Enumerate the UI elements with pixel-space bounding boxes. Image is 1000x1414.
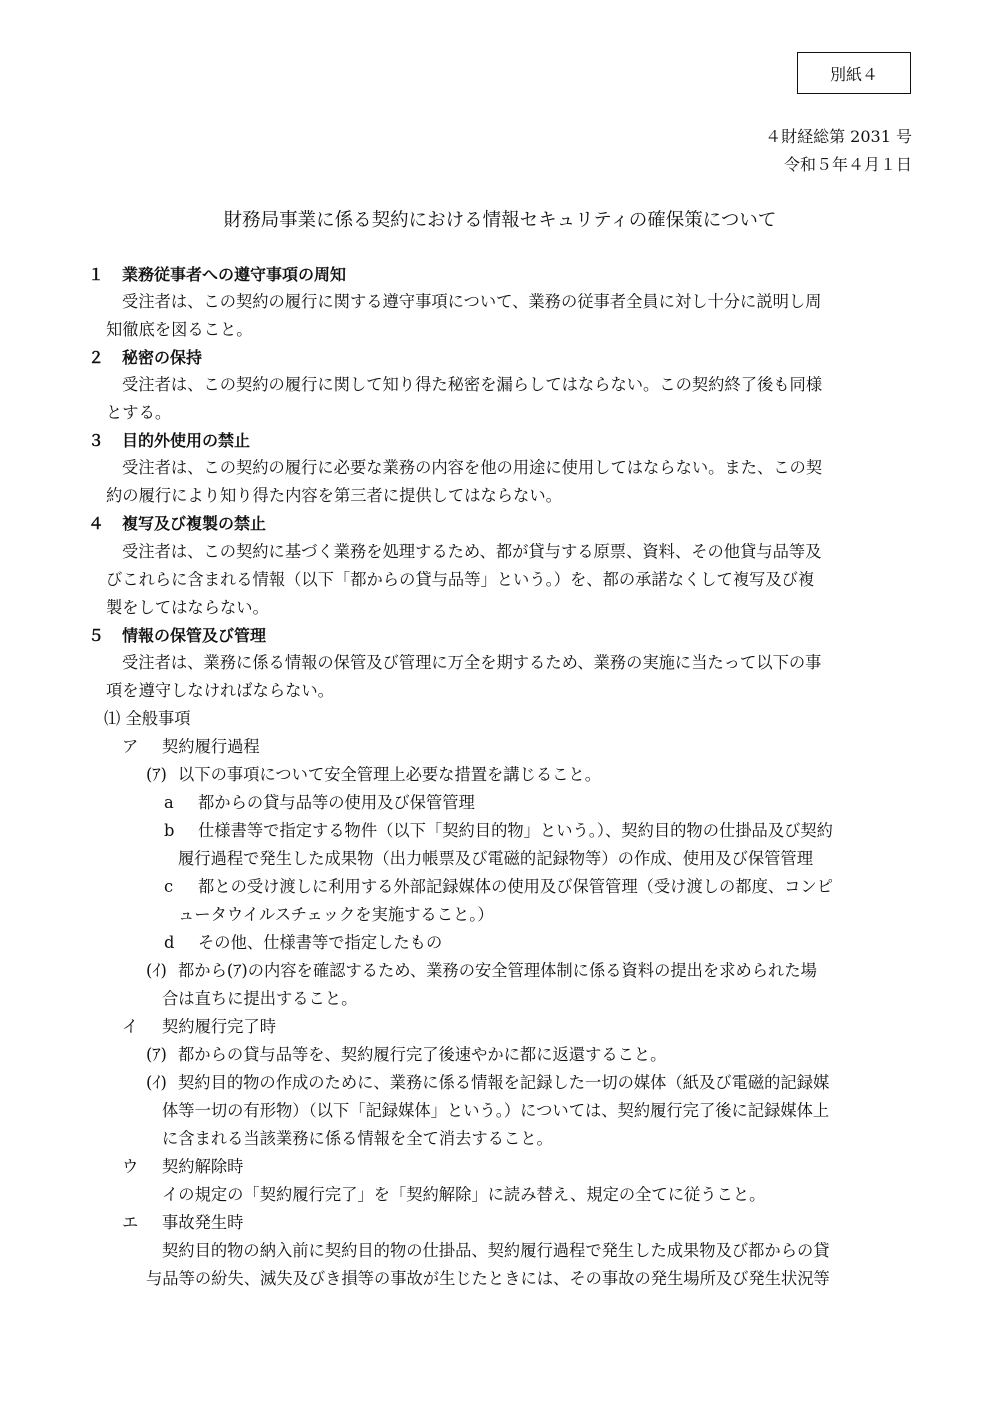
sub-item: (ｲ) 契約目的物の作成のために、業務に係る情報を記録した一切の媒体（紙及び電磁的記録媒 (146, 1073, 830, 1092)
section-heading: ３ 目的外使用の禁止 (88, 431, 251, 450)
paragraph-line: とする。 (106, 403, 172, 422)
paragraph-line: 契約目的物の納入前に契約目的物の仕掛品、契約履行過程で発生した成果物及び都からの貸 (162, 1241, 830, 1260)
subsection-heading: ⑴ 全般事項 (104, 709, 191, 728)
annex-label: 別紙４ (829, 64, 878, 84)
paragraph-line: 合は直ちに提出すること。 (162, 989, 358, 1008)
paragraph-line: ュータウイルスチェックを実施すること。） (178, 905, 494, 924)
list-item: b 仕様書等で指定する物件（以下「契約目的物」という。）、契約目的物の仕掛品及び契約 (164, 821, 833, 840)
paragraph-line: 履行過程で発生した成果物（出力帳票及び電磁的記録物等）の作成、使用及び保管管理 (178, 849, 813, 868)
item-heading: エ 事故発生時 (122, 1213, 244, 1232)
sub-item: (ｲ) 都から(ｱ)の内容を確認するため、業務の安全管理体制に係る資料の提出を求められた場 (146, 961, 817, 980)
annex-label-box (797, 52, 911, 94)
paragraph-line: 受注者は、業務に係る情報の保管及び管理に万全を期するため、業務の実施に当たって以下の事 (122, 653, 822, 672)
list-item: a 都からの貸与品等の使用及び保管管理 (164, 793, 475, 812)
paragraph-line: 受注者は、この契約に基づく業務を処理するため、都が貸与する原票、資料、その他貸与品等及 (122, 542, 822, 561)
sub-item: (ｱ) 都からの貸与品等を、契約履行完了後速やかに都に返還すること。 (146, 1045, 667, 1064)
paragraph-line: 受注者は、この契約の履行に必要な業務の内容を他の用途に使用してはならない。また、この契 (122, 458, 823, 477)
section-heading: ２ 秘密の保持 (88, 348, 203, 367)
paragraph-line: 項を遵守しなければならない。 (106, 681, 334, 700)
document-title: 財務局事業に係る契約における情報セキュリティの確保策について (223, 210, 777, 231)
item-heading: ア 契約履行過程 (122, 737, 260, 756)
paragraph-line: 製をしてはならない。 (106, 598, 269, 617)
paragraph-line: 知徹底を図ること。 (106, 320, 253, 339)
paragraph-line: 約の履行により知り得た内容を第三者に提供してはならない。 (106, 486, 562, 505)
list-item: c 都との受け渡しに利用する外部記録媒体の使用及び保管管理（受け渡しの都度、コンピ (164, 877, 833, 896)
section-heading: １ 業務従事者への遵守事項の周知 (88, 265, 347, 284)
paragraph-line: に含まれる当該業務に係る情報を全て消去すること。 (162, 1129, 553, 1148)
section-heading: ４ 複写及び複製の禁止 (88, 514, 267, 533)
paragraph-line: 受注者は、この契約の履行に関して知り得た秘密を漏らしてはならない。この契約終了後も同様 (122, 375, 823, 394)
item-heading: イ 契約履行完了時 (122, 1017, 276, 1036)
document-number: ４財経総第 2031 号 (765, 127, 912, 146)
document-date: 令和５年４月１日 (783, 155, 912, 174)
paragraph-line: 受注者は、この契約の履行に関する遵守事項について、業務の従事者全員に対し十分に説明し周 (122, 292, 822, 311)
paragraph-line: イの規定の「契約履行完了」を「契約解除」に読み替え、規定の全てに従うこと。 (162, 1185, 766, 1204)
paragraph-line: びこれらに含まれる情報（以下「都からの貸与品等」という。）を、都の承諾なくして複写及び複 (106, 570, 815, 589)
sub-item: (ｱ) 以下の事項について安全管理上必要な措置を講じること。 (146, 765, 601, 784)
section-heading: ５ 情報の保管及び管理 (88, 626, 267, 645)
paragraph-line: 与品等の紛失、滅失及びき損等の事故が生じたときには、その事故の発生場所及び発生状況等 (146, 1269, 830, 1288)
item-heading: ウ 契約解除時 (122, 1157, 244, 1176)
paragraph-line: 体等一切の有形物）（以下「記録媒体」という。）については、契約履行完了後に記録媒体上 (162, 1101, 830, 1120)
list-item: d その他、仕様書等で指定したもの (164, 933, 443, 952)
